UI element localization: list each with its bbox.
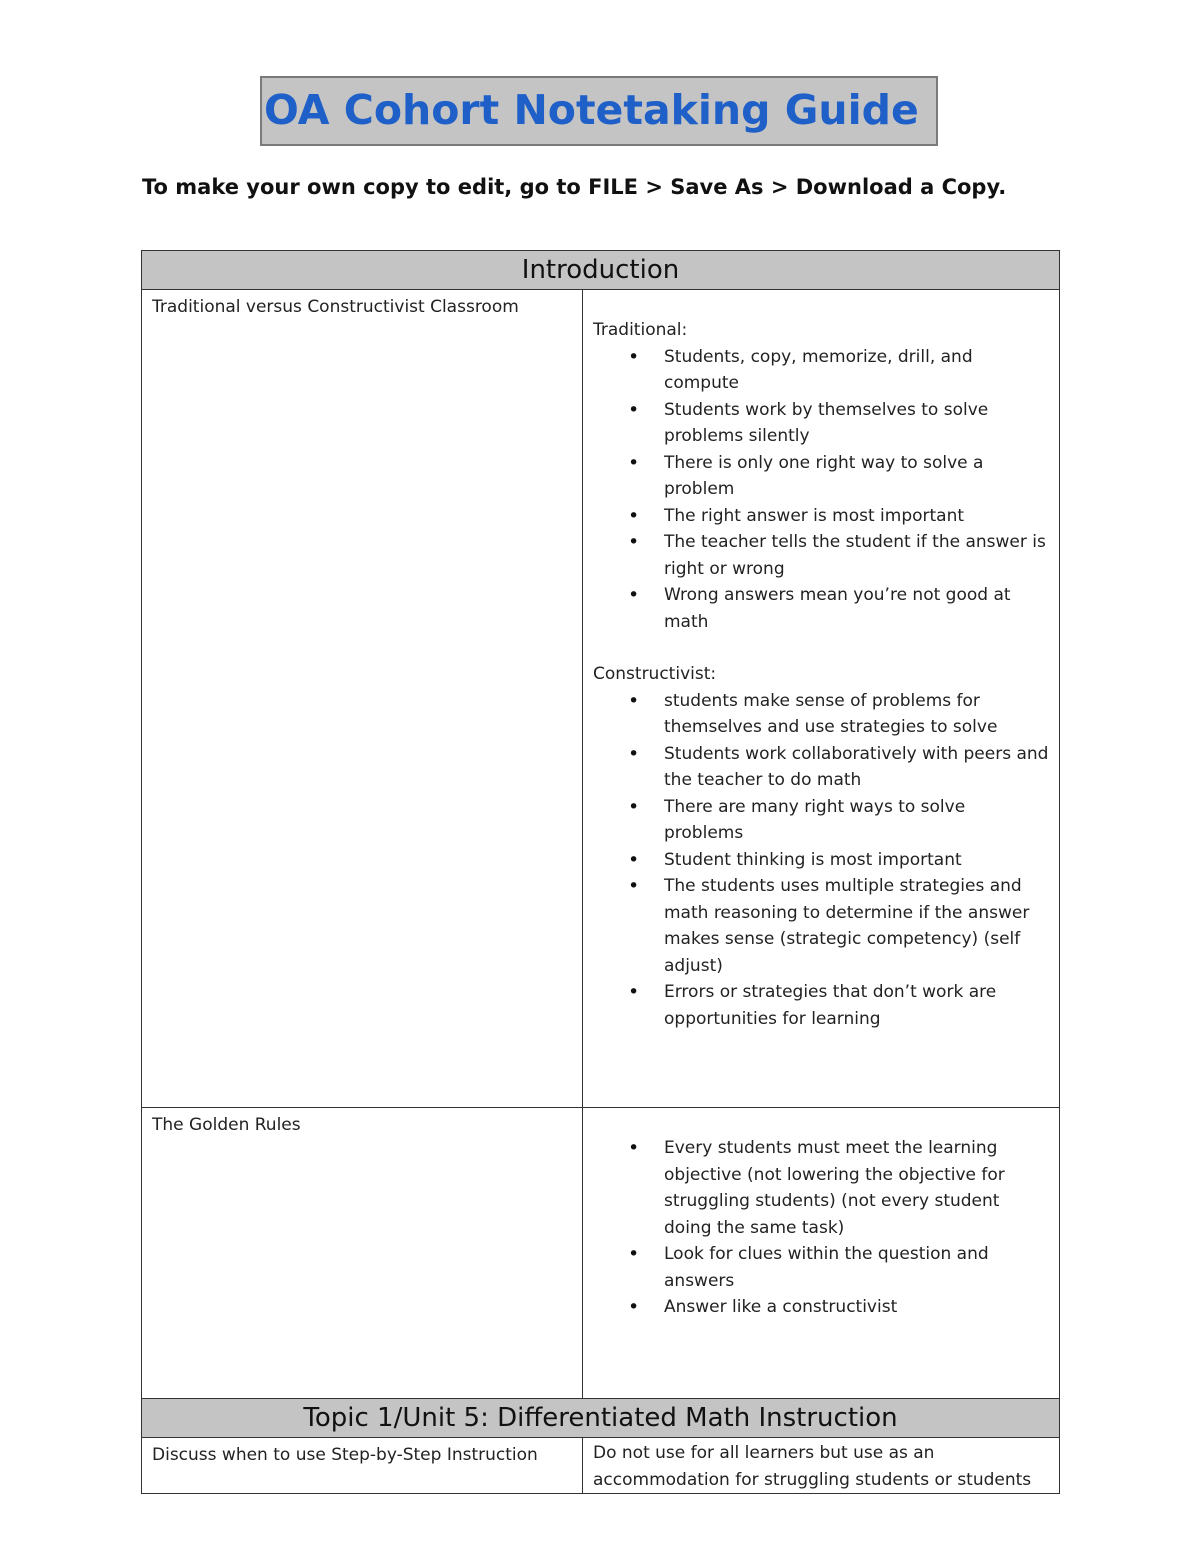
section-header-label: Topic 1/Unit 5: Differentiated Math Instruction xyxy=(142,1399,1060,1438)
list-item: • The students uses multiple strategies and math reasoning to determine if the answer makes sense (strategic competency) (self adjust) xyxy=(664,873,1049,979)
table-row xyxy=(142,290,1060,1108)
list-item: • Wrong answers mean you’re not good at math xyxy=(664,582,1049,635)
document-title: OA Cohort Notetaking Guide xyxy=(264,86,919,134)
copy-instructions: To make your own copy to edit, go to FILE > Save As > Download a Copy. xyxy=(142,175,1007,199)
row-notes-cell xyxy=(583,1438,1060,1494)
list-item: • Look for clues within the question and answers xyxy=(664,1241,1049,1294)
list-item: • students make sense of problems for themselves and use strategies to solve xyxy=(664,688,1049,741)
row-label-cell xyxy=(142,1438,583,1494)
traditional-list xyxy=(593,344,1049,636)
list-item: • The right answer is most important xyxy=(664,503,1049,530)
section-header-topic-1 xyxy=(142,1399,1060,1438)
traditional-heading: Traditional: xyxy=(593,320,688,340)
row-label: The Golden Rules xyxy=(152,1115,301,1135)
list-item: • Errors or strategies that don’t work are opportunities for learning xyxy=(664,979,1049,1032)
row-label: Discuss when to use Step-by-Step Instruction xyxy=(152,1445,538,1465)
row-notes-cell xyxy=(583,290,1060,1108)
list-item: • Answer like a constructivist xyxy=(664,1294,1049,1321)
constructivist-heading: Constructivist: xyxy=(593,664,717,684)
list-item: • Students work by themselves to solve problems silently xyxy=(664,397,1049,450)
title-box xyxy=(260,76,938,146)
golden-rules-list xyxy=(593,1135,1049,1321)
constructivist-list xyxy=(593,688,1049,1033)
list-item: • The teacher tells the student if the answer is right or wrong xyxy=(664,529,1049,582)
row-label-cell xyxy=(142,1108,583,1399)
row-notes-text: Do not use for all learners but use as an accommodation for struggling students or students xyxy=(593,1443,1032,1490)
list-item: • Students work collaboratively with peers and the teacher to do math xyxy=(664,741,1049,794)
section-header-introduction xyxy=(142,251,1060,290)
list-item: • Every students must meet the learning objective (not lowering the objective for struggling students) (not every student doing the same task) xyxy=(664,1135,1049,1241)
table-row xyxy=(142,1438,1060,1494)
table-row xyxy=(142,1108,1060,1399)
list-item: • There are many right ways to solve problems xyxy=(664,794,1049,847)
row-notes-cell xyxy=(583,1108,1060,1399)
row-label: Traditional versus Constructivist Classroom xyxy=(152,297,519,317)
notetaking-table xyxy=(141,250,1060,1494)
section-header-label: Introduction xyxy=(142,251,1060,290)
row-label-cell xyxy=(142,290,583,1108)
list-item: • Students, copy, memorize, drill, and compute xyxy=(664,344,1049,397)
list-item: • There is only one right way to solve a problem xyxy=(664,450,1049,503)
list-item: • Student thinking is most important xyxy=(664,847,1049,874)
